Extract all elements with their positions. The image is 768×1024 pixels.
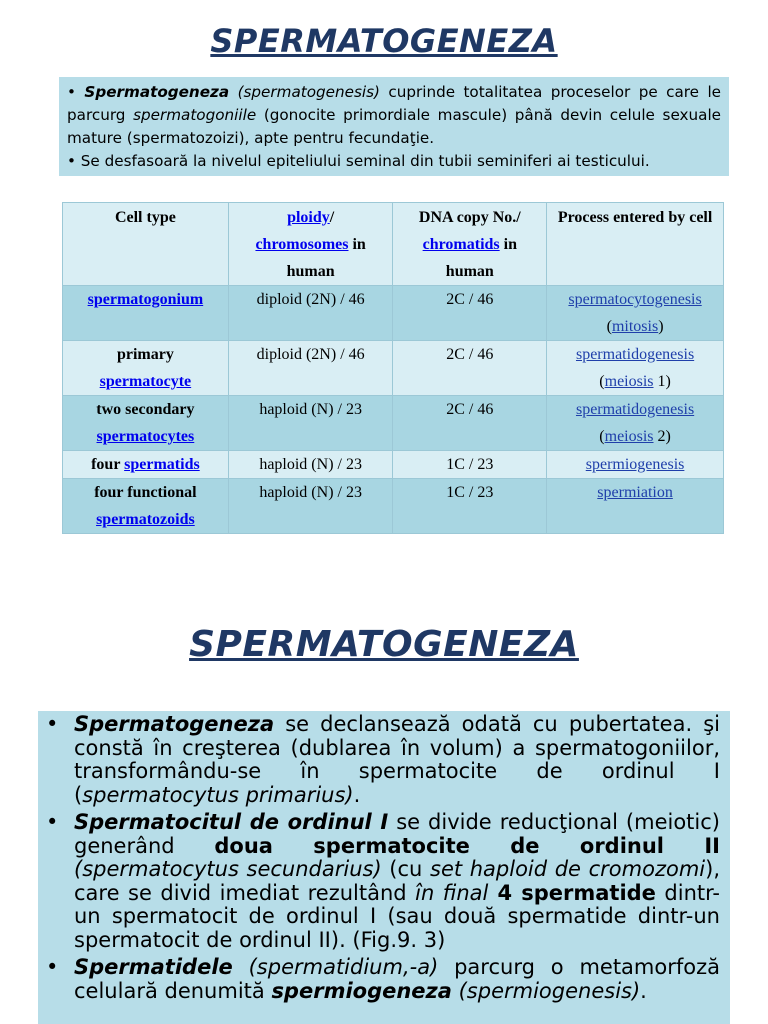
header-ploidy: ploidy/ chromosomes in human xyxy=(228,203,393,286)
process-value xyxy=(547,451,724,479)
page-title: SPERMATOGENEZA xyxy=(210,22,558,60)
cell-link[interactable]: spermatocytes xyxy=(96,428,195,445)
table-row xyxy=(63,286,724,341)
cell-link[interactable]: spermatozoids xyxy=(96,511,195,528)
ploidy-value: diploid (2N) / 46 xyxy=(228,286,393,341)
cell-types-table xyxy=(62,202,724,534)
dna-value: 2C / 46 xyxy=(393,286,547,341)
ploidy-value: diploid (2N) / 46 xyxy=(228,341,393,396)
table-row xyxy=(63,396,724,451)
ploidy-value: haploid (N) / 23 xyxy=(228,396,393,451)
section-title: SPERMATOGENEZA xyxy=(189,624,579,665)
process-link[interactable]: spermatidogenesis xyxy=(575,401,695,418)
ploidy-value: haploid (N) / 23 xyxy=(228,451,393,479)
dna-value: 1C / 23 xyxy=(393,451,547,479)
dna-value: 2C / 46 xyxy=(393,396,547,451)
process-link[interactable]: spermatidogenesis xyxy=(575,346,695,363)
process-link[interactable]: spermiation xyxy=(597,484,673,501)
process-value: spermatidogenesis (meiosis 1) xyxy=(547,341,724,396)
process-link[interactable]: spermatocytogenesis xyxy=(568,291,702,308)
cell-link[interactable]: spermatogonium xyxy=(87,291,204,308)
table-row xyxy=(63,451,724,479)
process-sub-link[interactable]: meiosis xyxy=(604,373,654,390)
bullets-box xyxy=(38,711,730,1024)
table-header-row xyxy=(63,203,724,286)
intro-paragraph-2: • Se desfasoară la nivelul epiteliului seminal din tubii seminiferi ai testicului. xyxy=(67,152,650,170)
table-row xyxy=(63,341,724,396)
header-dna: DNA copy No./ chromatids in human xyxy=(393,203,547,286)
ploidy-value: haploid (N) / 23 xyxy=(228,479,393,534)
ploidy-link[interactable]: ploidy xyxy=(287,209,330,226)
process-value xyxy=(547,479,724,534)
process-sub-link[interactable]: mitosis xyxy=(611,318,659,335)
process-value: spermatidogenesis (meiosis 2) xyxy=(547,396,724,451)
header-cell-type: Cell type xyxy=(63,203,229,286)
cell-type: primary spermatocyte xyxy=(63,341,229,396)
cell-type: four functional spermatozoids xyxy=(63,479,229,534)
cell-type: two secondary spermatocytes xyxy=(63,396,229,451)
chromatids-link[interactable]: chromatids xyxy=(422,236,500,253)
bullet-item: • Spermatidele (spermatidium,-a) parcurg o metamorfoză celulară denumită spermiogeneza (spermiogenesis). xyxy=(46,955,720,1003)
intro-box xyxy=(59,77,729,176)
cell-link[interactable]: spermatocyte xyxy=(99,373,192,390)
dna-value: 2C / 46 xyxy=(393,341,547,396)
chromosomes-link[interactable]: chromosomes xyxy=(255,236,349,253)
cell-link[interactable]: spermatids xyxy=(124,456,200,473)
header-process: Process entered by cell xyxy=(547,203,724,286)
process-link[interactable]: spermiogenesis xyxy=(585,456,685,473)
cell-type: four spermatids xyxy=(63,451,229,479)
table-row xyxy=(63,479,724,534)
bullet-item: • Spermatocitul de ordinul I se divide reducţional (meiotic) generând doua spermatocite de ordinul II (spermatocytus secundarius) (cu set haploid de cromozomi), care se divid imediat rezultând în final 4 spermatide dintr-un spermatocit de ordinul I (sau două spermatide dintr-un spermatocit de ordinul II). (Fig.9. 3) xyxy=(46,810,721,952)
process-sub-link[interactable]: meiosis xyxy=(604,428,654,445)
intro-paragraph-1: • Spermatogeneza (spermatogenesis) cuprinde totalitatea proceselor pe care le parcurg spermatogoniile (gonocite primordiale mascule) până devin celule sexuale mature (spermatozoizi), apte pentru fecundaţie. xyxy=(67,83,722,147)
bullet-item: • Spermatogeneza se declansează odată cu pubertatea. şi constă în creşterea (dublarea în volum) a spermatogoniilor, transformându-se în spermatocite de ordinul I (spermatocytus primarius). xyxy=(46,712,720,807)
dna-value: 1C / 23 xyxy=(393,479,547,534)
cell-type xyxy=(63,286,229,341)
process-value: spermatocytogenesis (mitosis) xyxy=(547,286,724,341)
